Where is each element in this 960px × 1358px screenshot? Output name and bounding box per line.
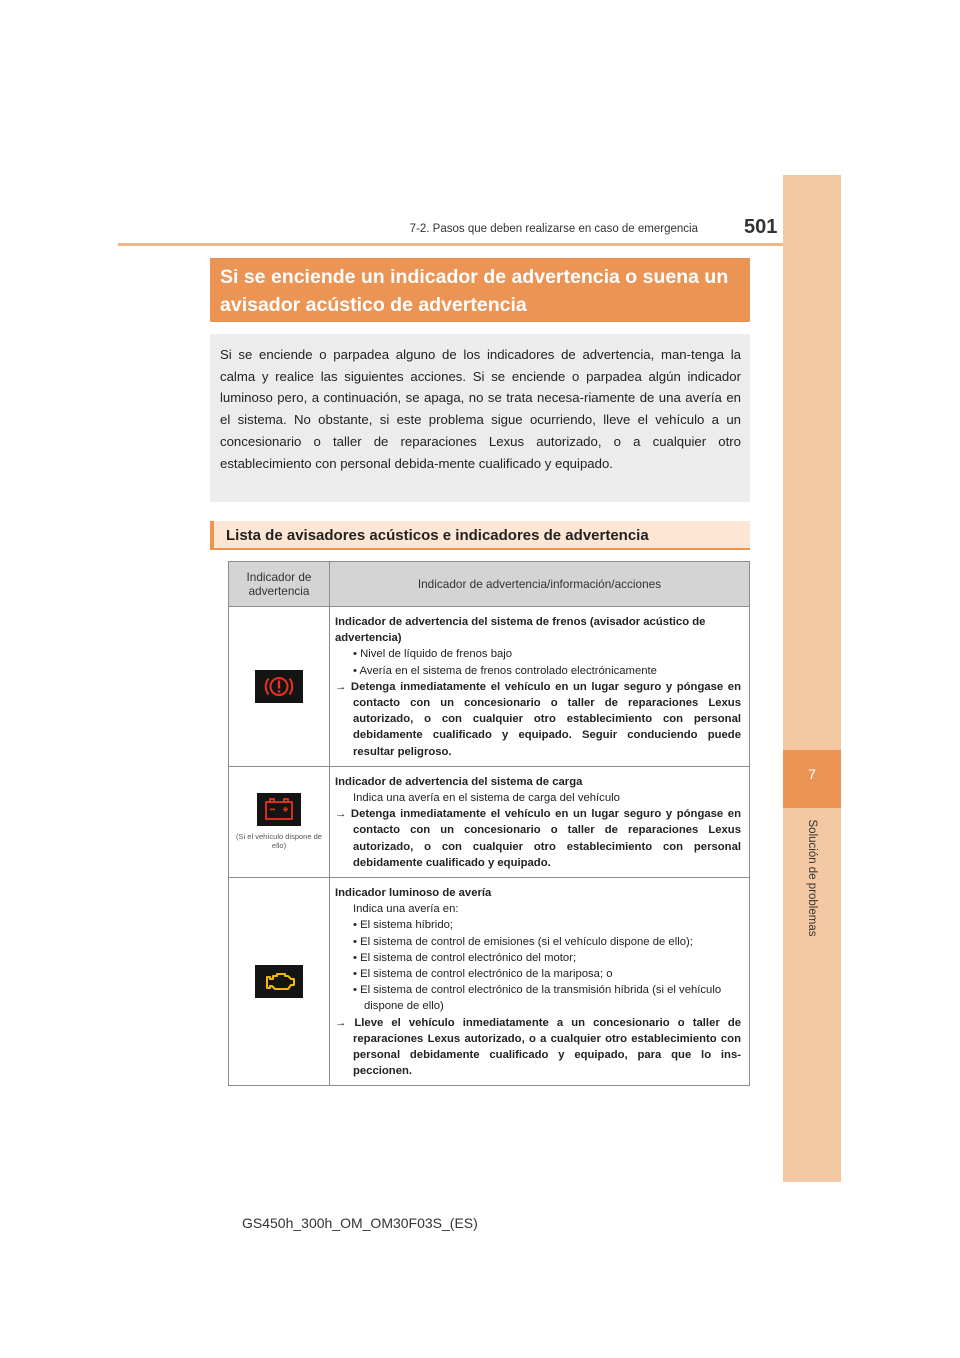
subheading: Lista de avisadores acústicos e indicadores de advertencia [210, 521, 750, 550]
row-description [330, 878, 750, 1086]
table-header-row [229, 562, 750, 607]
row-action: → Detenga inmediatamente el vehículo en un lugar seguro y póngase en contacto con un concesionario o taller de reparaciones Lexus autorizado, o con cualquier otro establecimiento con personal debidamente cualificado y equipado. Seguir conduciendo puede resultar peligroso. [335, 680, 741, 758]
list-item: • El sistema de control electrónico de la mariposa; o [353, 968, 613, 981]
row-description [330, 766, 750, 877]
col-header-indicator: Indicador de advertencia [229, 562, 330, 607]
intro-box [210, 334, 750, 502]
row-description [330, 607, 750, 767]
list-item: • Nivel de líquido de frenos bajo [353, 648, 513, 661]
banner-line-2: avisador acústico de advertencia [220, 294, 527, 316]
icon-cell [229, 766, 330, 877]
arrow-icon: → [335, 1016, 347, 1029]
icon-cell [229, 878, 330, 1086]
section-banner [210, 258, 750, 322]
list-item: • El sistema de control electrónico del motor; [353, 951, 577, 964]
row-detail: Indica una avería en el sistema de carga del vehículo [353, 792, 620, 805]
row-action: → Lleve el vehículo inmediatamente a un concesionario o taller de reparaciones Lexus autorizado, o a cualquier otro establecimiento con personal debidamente cualificado y equipado, para que lo ins-peccionen. [335, 1016, 742, 1078]
list-item: • El sistema de control de emisiones (si el vehículo dispone de ello); [353, 935, 693, 948]
banner-line-1: Si se enciende un indicador de advertencia o suena un [220, 266, 729, 288]
icon-note: (Si el vehículo dispone de ello) [236, 832, 322, 851]
brake-warning-icon [255, 670, 303, 703]
header-rule [118, 243, 783, 246]
chapter-side-strip [783, 175, 841, 1182]
list-item: • Avería en el sistema de frenos controlado electrónicamente [353, 664, 657, 677]
warning-table [228, 561, 750, 1086]
chapter-title: Solución de problemas [806, 819, 818, 937]
col-header-info: Indicador de advertencia/información/acciones [330, 562, 750, 607]
table-row [229, 766, 750, 877]
table-row [229, 878, 750, 1086]
row-detail: Indica una avería en: [353, 903, 459, 916]
list-item: • El sistema de control electrónico de la transmisión híbrida (si el vehículo dispone de ello) [353, 984, 722, 1013]
row-title: Indicador luminoso de avería [335, 887, 492, 900]
chapter-number: 7 [808, 766, 816, 782]
table-row [229, 607, 750, 767]
arrow-icon: → [335, 680, 347, 693]
battery-icon [257, 793, 301, 826]
icon-cell [229, 607, 330, 767]
arrow-icon: → [335, 808, 347, 821]
row-title: Indicador de advertencia del sistema de frenos (avisador acústico de advertencia) [335, 616, 706, 645]
page-number: 501 [744, 216, 778, 238]
document-code: GS450h_300h_OM_OM30F03S_(ES) [242, 1215, 478, 1231]
intro-text: Si se enciende o parpadea alguno de los indicadores de advertencia, man-tenga la calma y realice las siguientes acciones. Si se enciende o parpadea algún indicador luminoso pero, a continuación, se apaga, no se trata necesa-riamente de una avería en el sistema. No obstante, si este problema sigue ocurriendo, lleve el vehículo a un concesionario o taller de reparaciones Lexus autorizado, o a cualquier otro establecimiento con personal debida-mente cualificado y equipado. [220, 347, 741, 471]
row-action: → Detenga inmediatamente el vehículo en un lugar seguro y póngase en contacto con un concesionario o taller de reparaciones Lexus autorizado, o con cualquier otro establecimiento con personal debidamente cualificado y equipado. [335, 808, 741, 869]
list-item: • El sistema híbrido; [353, 919, 454, 932]
running-head: 7-2. Pasos que deben realizarse en caso de emergencia [409, 223, 698, 235]
engine-check-icon [255, 965, 303, 998]
row-title: Indicador de advertencia del sistema de carga [335, 775, 583, 788]
